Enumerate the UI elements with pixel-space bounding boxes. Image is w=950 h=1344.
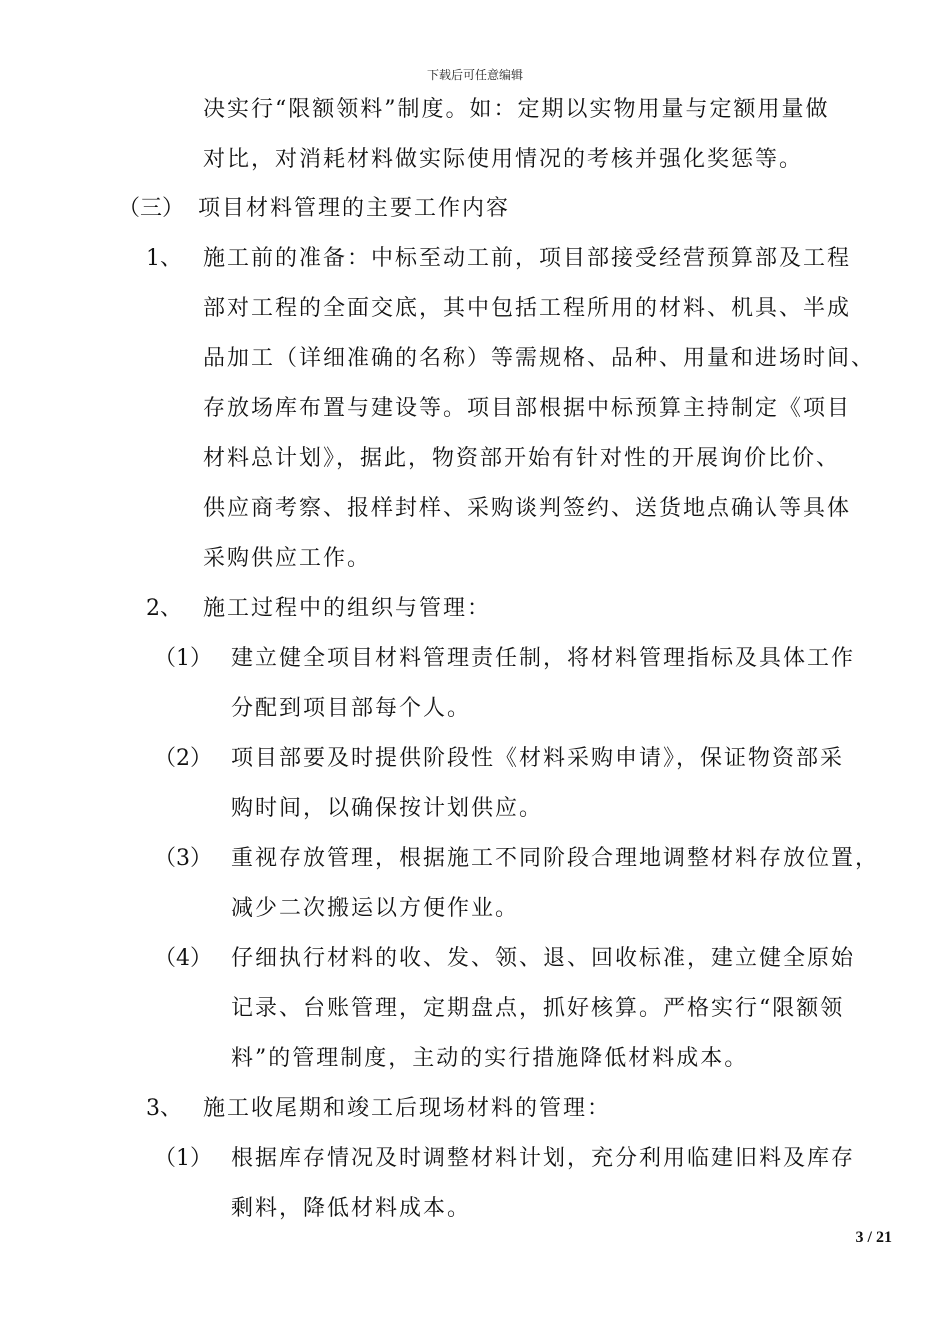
subitem-marker: （4）	[154, 946, 212, 971]
text-line: 项目部要及时提供阶段性《材料采购申请》，保证物资部采	[231, 746, 845, 771]
item-marker: 1、	[146, 246, 182, 271]
text-line: 购时间，以确保按计划供应。	[231, 796, 544, 821]
text-line: 品加工（详细准确的名称）等需规格、品种、用量和进场时间、	[203, 346, 876, 371]
page-number: 3 / 21	[855, 1229, 892, 1246]
page-header: 下载后可任意编辑	[426, 68, 523, 82]
text-line: 材料总计划》，据此，物资部开始有针对性的开展询价比价、	[203, 446, 841, 471]
text-line: 施工过程中的组织与管理：	[203, 596, 492, 621]
text-line: 重视存放管理，根据施工不同阶段合理地调整材料存放位置，	[231, 846, 880, 871]
section-marker: （三）	[118, 196, 185, 221]
subitem-marker: （3）	[154, 846, 212, 871]
subitem-marker: （1）	[154, 646, 212, 671]
text-line: 根据库存情况及时调整材料计划，充分利用临建旧料及库存	[231, 1146, 856, 1171]
text-line: 减少二次搬运以方便作业。	[231, 896, 520, 921]
item-marker: 2、	[146, 596, 182, 621]
text-line: 建立健全项目材料管理责任制，将材料管理指标及具体工作	[231, 646, 856, 671]
text-line: 施工收尾期和竣工后现场材料的管理：	[203, 1096, 612, 1121]
section-heading: 项目材料管理的主要工作内容	[198, 196, 511, 221]
text-line: 分配到项目部每个人。	[231, 696, 472, 721]
text-line: 仔细执行材料的收、发、领、退、回收标准，建立健全原始	[231, 946, 856, 971]
text-line: 决实行“限额领料”制度。如：定期以实物用量与定额用量做	[203, 97, 830, 122]
text-line: 记录、台账管理，定期盘点，抓好核算。严格实行“限额领	[231, 996, 845, 1021]
text-line: 存放场库布置与建设等。项目部根据中标预算主持制定《项目	[203, 396, 852, 421]
text-line: 施工前的准备：中标至动工前，项目部接受经营预算部及工程	[203, 246, 852, 271]
text-line: 部对工程的全面交底，其中包括工程所用的材料、机具、半成	[203, 296, 852, 321]
subitem-marker: （2）	[154, 746, 212, 771]
item-marker: 3、	[146, 1096, 182, 1121]
text-line: 剩料，降低材料成本。	[231, 1196, 472, 1221]
text-line: 供应商考察、报样封样、采购谈判签约、送货地点确认等具体	[203, 496, 852, 521]
text-line: 料”的管理制度，主动的实行措施降低材料成本。	[231, 1046, 749, 1071]
text-line: 对比，对消耗材料做实际使用情况的考核并强化奖惩等。	[203, 147, 804, 172]
subitem-marker: （1）	[154, 1146, 212, 1171]
text-line: 采购供应工作。	[203, 546, 372, 571]
